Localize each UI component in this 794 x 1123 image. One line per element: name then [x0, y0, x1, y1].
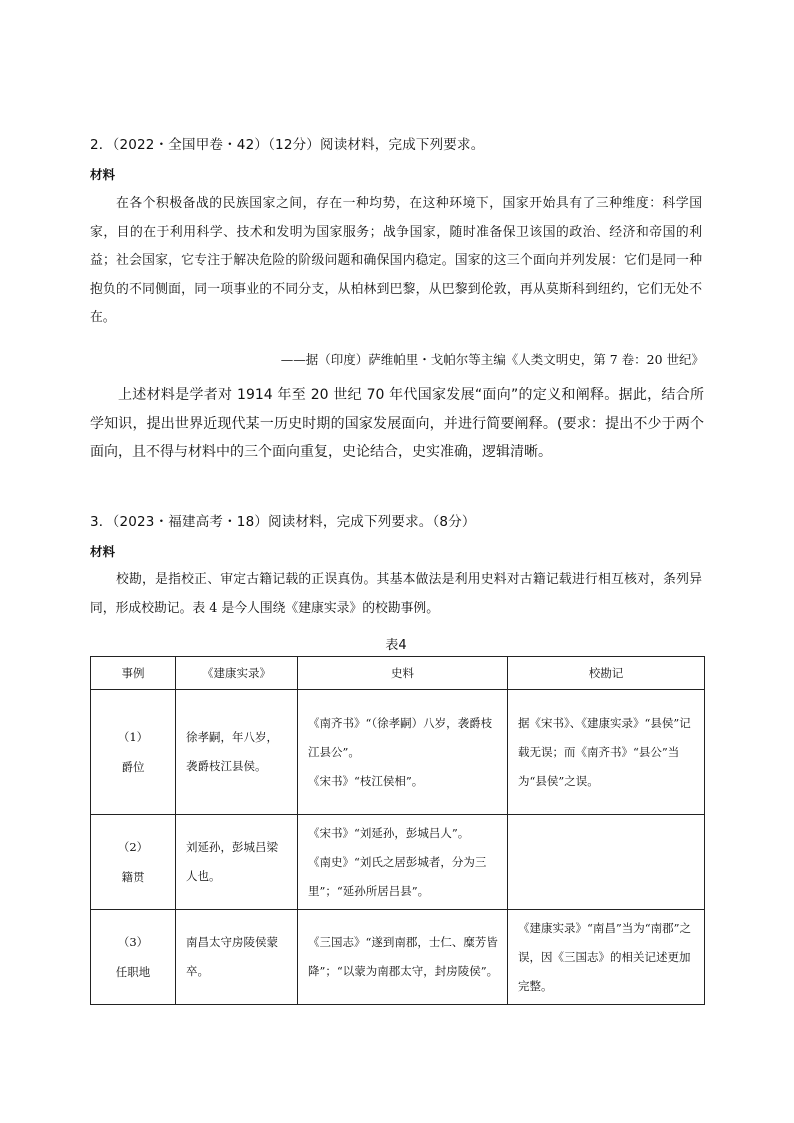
note-cell — [508, 910, 705, 1005]
question-3-material-paragraph: 校勘，是指校正、审定古籍记载的正误真伪。其基本做法是利用史料对古籍记载进行相互核对，条列异同，形成校勘记。表 4 是今人围绕《建康实录》的校勘事例。 — [90, 572, 702, 616]
sources-cell — [298, 815, 508, 910]
question-2-header: 2．（2022・全国甲卷・42）（12分）阅读材料，完成下列要求。 — [90, 137, 485, 153]
question-2-material-label: 材料 — [90, 167, 116, 182]
example-category: 籍贯 — [121, 870, 145, 884]
source-quote: 《宋书》“刘延孙，彭城吕人”。 — [308, 825, 470, 840]
example-category: 任职地 — [115, 965, 151, 979]
collation-table — [90, 656, 705, 1005]
example-number: （1） — [117, 730, 149, 744]
sources-cell — [298, 690, 508, 815]
record-cell — [176, 690, 298, 815]
question-2-source-citation: ——据（印度）萨维帕里・戈帕尔等主编《人类文明史，第 7 卷：20 世纪》 — [280, 352, 704, 367]
note-cell — [508, 690, 705, 815]
question-3-header: 3．（2023・福建高考・18）阅读材料，完成下列要求。（8分） — [90, 514, 476, 530]
table-caption: 表4 — [385, 638, 407, 653]
header-collation-note: 校勘记 — [508, 657, 705, 690]
record-text: 刘延孙，彭城吕梁人也。 — [186, 840, 278, 883]
table-row — [91, 815, 705, 910]
table-row — [91, 910, 705, 1005]
example-number: （3） — [117, 935, 149, 949]
record-cell — [176, 815, 298, 910]
table-header-row — [91, 657, 705, 690]
header-jiankang-shilu: 《建康实录》 — [176, 657, 298, 690]
note-text: 《建康实录》“南昌”当为“南郡”之误，因《三国志》的相关记述更加完整。 — [518, 920, 692, 993]
row-example-cell — [91, 690, 176, 815]
source-quote: 《南齐书》“（徐孝嗣）八岁，袭爵枝江县公”。 — [308, 715, 493, 759]
header-example: 事例 — [91, 657, 176, 690]
table-row — [91, 690, 705, 815]
note-cell — [508, 815, 705, 910]
record-cell — [176, 910, 298, 1005]
row-example-cell — [91, 815, 176, 910]
row-example-cell — [91, 910, 176, 1005]
source-quote: 《宋书》“枝江侯相”。 — [308, 773, 424, 788]
header-historical-sources: 史料 — [298, 657, 508, 690]
source-quote: 《南史》“刘氏之居彭城者，分为三里”；“延孙所居吕县”。 — [308, 854, 487, 898]
question-2-prompt: 上述材料是学者对 1914 年至 20 世纪 70 年代国家发展“面向”的定义和阐释。据此，结合所学知识，提出世界近现代某一历史时期的国家发展面向，并进行简要阐释。(要求：提出不少于两个面向，且不得与材料中的三个面向重复，史论结合，史实准确，逻辑清晰。 — [90, 387, 704, 460]
record-text: 南昌太守房陵侯蒙卒。 — [186, 935, 278, 978]
example-category: 爵位 — [121, 760, 145, 774]
record-text: 徐孝嗣，年八岁，袭爵枝江县侯。 — [186, 730, 278, 773]
question-2-material-paragraph: 在各个积极备战的民族国家之间，存在一种均势，在这种环境下，国家开始具有了三种维度：科学国家，目的在于利用科学、技术和发明为国家服务；战争国家，随时准备保卫该国的政治、经济和帝国的利益；社会国家，它专注于解决危险的阶级问题和确保国内稳定。国家的这三个面向并列发展：它们是同一种抱负的不同侧面，同一项事业的不同分支，从柏林到巴黎，从巴黎到伦敦，再从莫斯科到纽约，它们无处不在。 — [90, 196, 702, 325]
question-3-material-label: 材料 — [90, 544, 116, 559]
note-text: 据《宋书》、《建康实录》“县侯”记载无误；而《南齐书》“县公”当为“县侯”之误。 — [518, 715, 691, 788]
source-quote: 《三国志》“遂到南郡，士仁、糜芳皆降”；“以蒙为南郡太守，封房陵侯”。 — [308, 935, 499, 978]
example-number: （2） — [117, 840, 149, 854]
sources-cell — [298, 910, 508, 1005]
